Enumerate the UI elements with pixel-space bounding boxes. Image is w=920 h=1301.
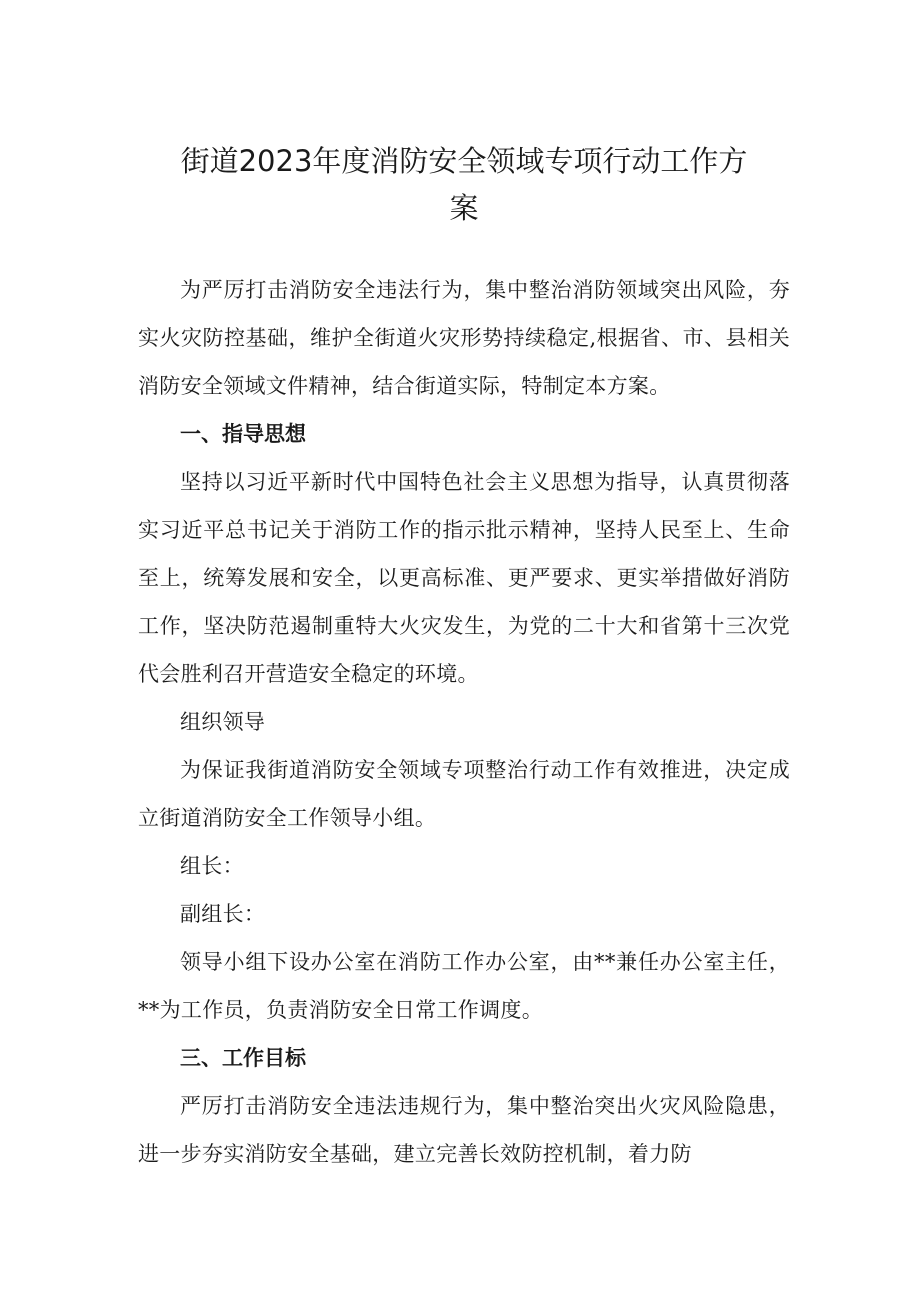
office-paragraph: 领导小组下设办公室在消防工作办公室，由**兼任办公室主任，**为工作员，负责消防安全日常工作调度。 bbox=[138, 950, 790, 1022]
intro-paragraph: 为严厉打击消防安全违法行为，集中整治消防领域突出风险，夯实火灾防控基础，维护全街道火灾形势持续稳定,根据省、市、县相关消防安全领域文件精神，结合街道实际，特制定本方案。 bbox=[138, 278, 790, 398]
section-2-paragraph: 为保证我街道消防安全领域专项整治行动工作有效推进，决定成立街道消防安全工作领导小组。 bbox=[138, 758, 790, 830]
section-3-paragraph: 严厉打击消防安全违法违规行为，集中整治突出火灾风险隐患，进一步夯实消防安全基础，建立完善长效防控机制，着力防 bbox=[138, 1094, 790, 1166]
deputy-leader-line: 副组长： bbox=[180, 902, 266, 926]
section-1-paragraph: 坚持以习近平新时代中国特色社会主义思想为指导，认真贯彻落实习近平总书记关于消防工作的指示批示精神，坚持人民至上、生命至上，统筹发展和安全，以更高标准、更严要求、更实举措做好消防工作，坚决防范遏制重特大火灾发生，为党的二十大和省第十三次党代会胜利召开营造安全稳定的环境。 bbox=[138, 470, 790, 686]
document-title bbox=[138, 138, 790, 232]
title-line-1: 街道2023年度消防安全领域专项行动工作方 bbox=[180, 144, 748, 178]
document-body bbox=[138, 266, 790, 1178]
leader-line: 组长： bbox=[180, 854, 244, 878]
document-page bbox=[138, 138, 790, 1178]
section-1-heading: 一、指导思想 bbox=[180, 422, 306, 446]
section-2-heading: 组织领导 bbox=[180, 710, 266, 734]
section-3-heading: 三、工作目标 bbox=[180, 1046, 306, 1070]
title-line-2: 案 bbox=[449, 191, 479, 225]
